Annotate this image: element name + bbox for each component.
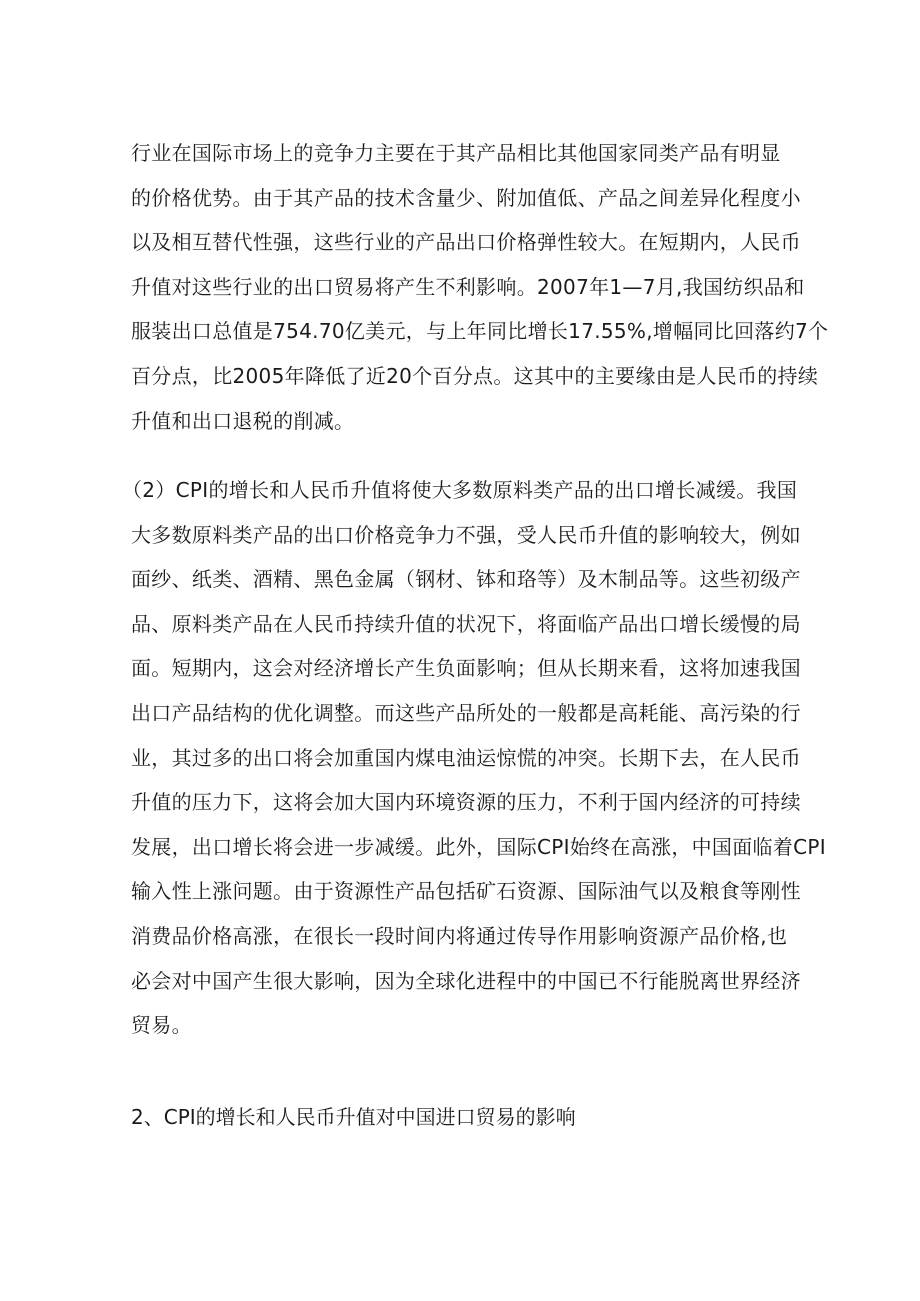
- paragraph-line: 以及相互替代性强，这些行业的产品出口价格弹性较大。在短期内，人民币: [131, 230, 801, 255]
- paragraph-line: 升值的压力下，这将会加大国内环境资源的压力，不利于国内经济的可持续: [131, 790, 801, 815]
- paragraph-line: 升值对这些行业的出口贸易将产生不利影响。2007年1—7月,我国纺织品和: [131, 274, 805, 299]
- paragraph-line: （2）CPI的增长和人民币升值将使大多数原料类产品的出口增长减缓。我国: [122, 478, 798, 502]
- paragraph-2: [122, 468, 826, 1048]
- paragraph-1: [131, 131, 829, 443]
- paragraph-line: 贸易。: [131, 1013, 192, 1038]
- paragraph-line: 服装出口总值是754.70亿美元，与上年同比增长17.55%,增幅同比回落约7个: [131, 319, 829, 344]
- paragraph-line: 业，其过多的出口将会加重国内煤电油运惊慌的冲突。长期下去，在人民币: [131, 745, 801, 770]
- paragraph-line: 输入性上涨问题。由于资源性产品包括矿石资源、国际油气以及粮食等刚性: [131, 879, 801, 904]
- paragraph-line: 必会对中国产生很大影响，因为全球化进程中的中国已不行能脱离世界经济: [131, 968, 801, 993]
- paragraph-line: 发展，出口增长将会进一步减缓。此外，国际CPI始终在高涨，中国面临着CPI: [131, 834, 826, 859]
- paragraph-line: 的价格优势。由于其产品的技术含量少、附加值低、产品之间差异化程度小: [131, 185, 801, 210]
- paragraph-line: 出口产品结构的优化调整。而这些产品所处的一般都是高耗能、高污染的行: [131, 700, 801, 725]
- paragraph-line: 消费品价格高涨，在很长一段时间内将通过传导作用影响资源产品价格,也: [131, 923, 788, 948]
- paragraph-line: 行业在国际市场上的竞争力主要在于其产品相比其他国家同类产品有明显: [131, 141, 781, 165]
- paragraph-line: 大多数原料类产品的出口价格竞争力不强，受人民币升值的影响较大，例如: [131, 522, 801, 547]
- paragraph-line: 品、原料类产品在人民币持续升值的状况下，将面临产品出口增长缓慢的局: [131, 611, 801, 636]
- paragraph-line: 面。短期内，这会对经济增长产生负面影响；但从长期来看，这将加速我国: [131, 656, 801, 681]
- paragraph-line: 面纱、纸类、酒精、黑色金属（钢材、钵和珞等）及木制品等。这些初级产: [131, 567, 801, 592]
- paragraph-line: 升值和出口退税的削减。: [131, 408, 355, 433]
- section-heading: 2、CPI的增长和人民币升值对中国进口贸易的影响: [131, 1105, 576, 1129]
- paragraph-line: 百分点，比2005年降低了近20个百分点。这其中的主要缘由是人民币的持续: [131, 363, 819, 388]
